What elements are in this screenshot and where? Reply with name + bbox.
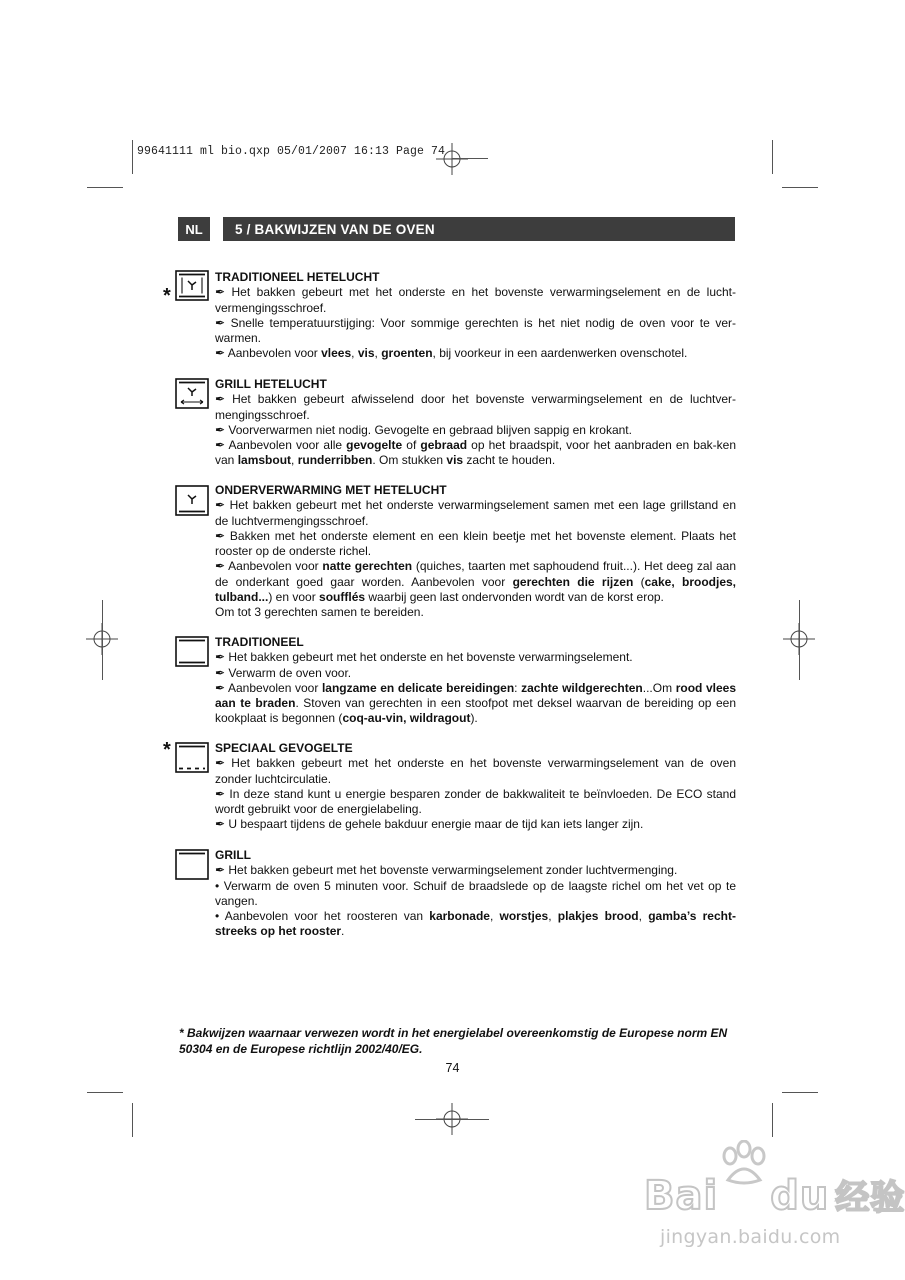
- paragraph: ✒ In deze stand kunt u energie besparen zonder de bakkwaliteit te beïnvloeden. De ECO stand wordt gebruikt voor de energielabeling.: [215, 786, 736, 817]
- watermark-url: jingyan.baidu.com: [660, 1226, 841, 1248]
- paragraph: ✒ Aanbevolen voor alle gevogelte of gebraad op het braadspit, voor het aanbraden en bak-ken van lamsbout, runderribben. Om stukken vis zacht te houden.: [215, 438, 736, 468]
- baidu-watermark: [640, 1140, 905, 1260]
- oven-top-bottom-icon: [175, 636, 209, 667]
- paragraph: ✒ Verwarm de oven voor.: [215, 665, 352, 680]
- asterisk-marker: *: [163, 285, 171, 307]
- section-speciaal-gevogelte: [215, 741, 736, 833]
- paragraph: ✒ Aanbevolen voor vlees, vis, groenten, bij voorkeur in een aardenwerken ovenschotel.: [215, 346, 688, 361]
- watermark-brand: Bai: [644, 1173, 719, 1219]
- asterisk-marker: *: [163, 739, 171, 761]
- section-title: GRILL: [215, 848, 251, 862]
- paragraph: ✒ Het bakken gebeurt met het onderste en het bovenste verwarmingselement van de oven zonder luchtcirculatie.: [215, 756, 736, 786]
- crop-mark: [782, 1092, 818, 1093]
- chapter-title: 5 / BAKWIJZEN VAN DE OVEN: [223, 217, 735, 241]
- section-title: TRADITIONEEL HETELUCHT: [215, 270, 380, 284]
- paragraph: ✒ Aanbevolen voor langzame en delicate bereidingen: zachte wildgerechten...Om rood vlees aan te braden. Stoven van gerechten in een stoofpot met deksel waarvan de bereiding op een kookplaat is begonnen (coq-au-vin, wildragout).: [215, 680, 737, 726]
- crop-mark: [132, 1103, 133, 1137]
- crop-mark: [132, 140, 133, 174]
- section-title: ONDERVERWARMING MET HETELUCHT: [215, 483, 447, 497]
- footnote: * Bakwijzen waarnaar verwezen wordt in het energielabel overeenkomstig de Europese norm EN 50304 en de Europese richtlijn 2002/40/EG.: [179, 1026, 728, 1056]
- section-onderverwarming-met-hetelucht: [215, 483, 736, 621]
- paragraph: ✒ Het bakken gebeurt met het bovenste verwarmingselement zonder luchtvermenging.: [215, 863, 678, 878]
- paragraph: Om tot 3 gerechten samen te bereiden.: [215, 605, 424, 620]
- paragraph: • Aanbevolen voor het roosteren van karbonade, worstjes, plakjes brood, gamba’s recht-streeks op het rooster.: [215, 909, 736, 939]
- paragraph: ✒ U bespaart tijdens de gehele bakduur energie maar de tijd kan iets langer zijn.: [215, 817, 644, 832]
- watermark-cn: 经验: [835, 1178, 905, 1218]
- section-traditioneel-hetelucht: [215, 270, 736, 362]
- crop-mark: [87, 1092, 123, 1093]
- paragraph: ✒ Het bakken gebeurt afwisselend door het bovenste verwarmingselement en de luchtver-mengingsschroef.: [215, 392, 736, 422]
- crop-mark: [782, 187, 818, 188]
- crop-mark: [102, 600, 103, 680]
- section-title: SPECIAAL GEVOGELTE: [215, 741, 353, 755]
- section-title: GRILL HETELUCHT: [215, 377, 327, 391]
- paragraph: ✒ Het bakken gebeurt met het onderste verwarmingselement samen met een lage grillstand en de luchtvermengingsschroef.: [215, 498, 736, 528]
- paragraph: ✒ Het bakken gebeurt met het onderste en het bovenste verwarmingselement.: [215, 650, 633, 665]
- paragraph: ✒ Bakken met het onderste element en een klein beetje met het bovenste element. Plaats het rooster op de onderste richel.: [215, 528, 736, 559]
- paragraph: • Verwarm de oven 5 minuten voor. Schuif de braadslede op de laagste richel om het vet op te vangen.: [215, 878, 736, 908]
- crop-mark: [772, 140, 773, 174]
- language-tab: NL: [178, 217, 210, 241]
- crop-mark: [452, 158, 488, 159]
- crop-mark: [772, 1103, 773, 1137]
- crop-mark: [799, 600, 800, 680]
- section-title: TRADITIONEEL: [215, 635, 304, 649]
- crop-mark: [87, 187, 123, 188]
- section-grill: [215, 848, 736, 940]
- oven-eco-icon: [175, 742, 209, 773]
- section-grill-hetelucht: [215, 377, 736, 469]
- paragraph: ✒ Aanbevolen voor natte gerechten (quiches, taarten met saphoudend fruit...). Het deeg zal aan de onderkant goed gaar worden. Aanbevolen voor gerechten die rijzen (cake, broodjes, tulband...) en voor soufflés waarbij geen last ondervonden wordt van de korst erop.: [215, 559, 736, 605]
- oven-grill-icon: [175, 849, 209, 880]
- section-traditioneel: [215, 635, 736, 727]
- oven-fan-top-bottom-icon: [175, 270, 209, 301]
- crop-mark: [415, 1119, 489, 1120]
- oven-grill-fan-icon: [175, 378, 209, 409]
- watermark-brand-2: du: [770, 1173, 830, 1219]
- print-slug: 99641111 ml bio.qxp 05/01/2007 16:13 Page 74: [137, 145, 446, 158]
- page-number: 74: [445, 1061, 460, 1075]
- oven-bottom-fan-icon: [175, 485, 209, 516]
- paragraph: ✒ Snelle temperatuurstijging: Voor sommige gerechten is het niet nodig de oven voor te ver-warmen.: [215, 315, 736, 346]
- paragraph: ✒ Voorverwarmen niet nodig. Gevogelte en gebraad blijven sappig en krokant.: [215, 422, 632, 437]
- paragraph: ✒ Het bakken gebeurt met het onderste en het bovenste verwarmingselement en de lucht-vermengingsschroef.: [215, 285, 736, 315]
